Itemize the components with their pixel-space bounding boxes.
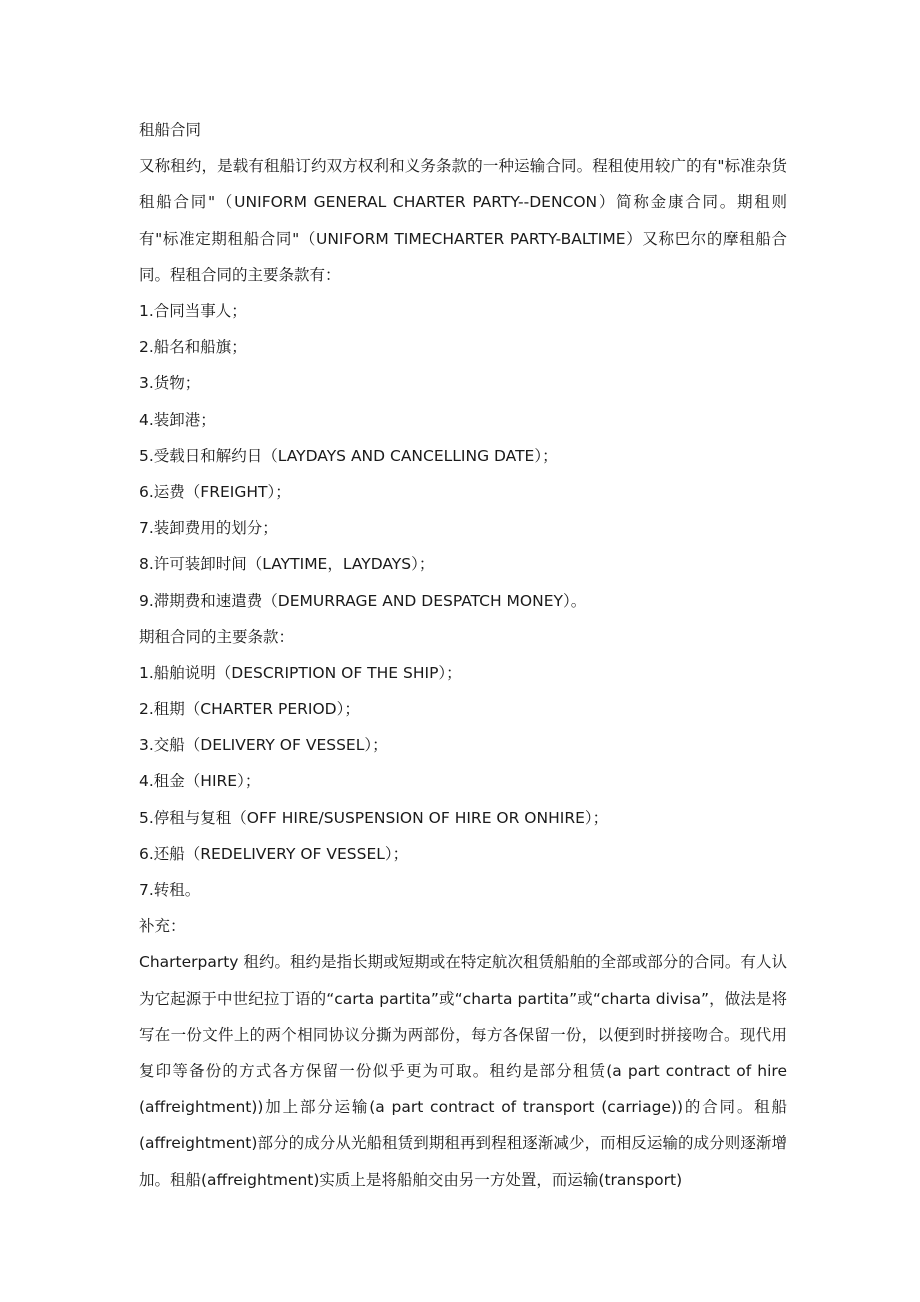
list-item: 3.货物； — [139, 374, 201, 393]
supplement-paragraph: Charterparty 租约。租约是指长期或短期或在特定航次租赁船舶的全部或部分的合同。有人认为它起源于中世纪拉丁语的“carta partita”或“charta partita”或“charta divisa”，做法是将写在一份文件上的两个相同协议分撕为两部份，每方各保留一份，以便到时拼接吻合。现代用复印等备份的方式各方保留一份似乎更为可取。租约是部分租赁(a part contract of hire (affreightment))加上部分运输(a part contract of transport (carriage))的合同。租船(affreightment)部分的成分从光船租赁到期租再到程租逐渐减少，而相反运输的成分则逐渐增加。租船(affreightment)实质上是将船舶交由另一方处置，而运输(transport) — [139, 953, 787, 1189]
supplement-heading: 补充： — [139, 917, 186, 936]
list-item: 3.交船（DELIVERY OF VESSEL）； — [139, 736, 388, 755]
document-title: 租船合同 — [139, 121, 202, 139]
list-item: 4.装卸港； — [139, 410, 216, 429]
list-item: 7.转租。 — [139, 881, 201, 899]
list-item: 4.租金（HIRE）； — [139, 772, 261, 791]
list-item: 1.合同当事人； — [139, 302, 247, 320]
list-item: 7.装卸费用的划分； — [139, 519, 278, 538]
intro-paragraph: 又称租约，是载有租船订约双方权利和义务条款的一种运输合同。程租使用较广的有"标准杂货租船合同"（UNIFORM GENERAL CHARTER PARTY--DENCON）简称金康合同。期租则有"标准定期租船合同"（UNIFORM TIMECHARTER PARTY-BALTIME）又称巴尔的摩租船合同。程租合同的主要条款有： — [139, 157, 787, 284]
voyage-charter-clause-list — [139, 293, 787, 619]
list-item: 2.船名和船旗； — [139, 338, 247, 357]
list-item: 6.还船（REDELIVERY OF VESSEL）； — [139, 844, 409, 863]
list-item: 1.船舶说明（DESCRIPTION OF THE SHIP）； — [139, 663, 462, 682]
document-page — [139, 112, 787, 1198]
list-item: 9.滞期费和速遣费（DEMURRAGE AND DESPATCH MONEY）。 — [139, 591, 587, 610]
time-charter-clause-list — [139, 655, 787, 908]
time-charter-heading: 期租合同的主要条款： — [139, 627, 295, 646]
list-item: 8.许可装卸时间（LAYTIME，LAYDAYS）； — [139, 555, 435, 574]
list-item: 5.受载日和解约日（LAYDAYS AND CANCELLING DATE）； — [139, 446, 558, 465]
list-item: 2.租期（CHARTER PERIOD）； — [139, 700, 360, 719]
list-item: 6.运费（FREIGHT）； — [139, 482, 291, 501]
list-item: 5.停租与复租（OFF HIRE/SUSPENSION OF HIRE OR ONHIRE）； — [139, 808, 609, 827]
